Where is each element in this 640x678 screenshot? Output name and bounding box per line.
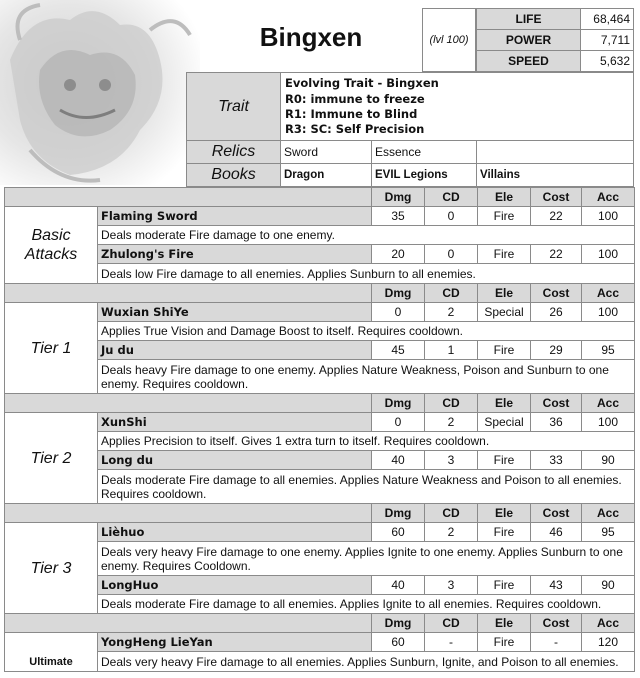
skill-ele: Fire — [477, 244, 531, 264]
column-header-dmg: Dmg — [371, 283, 425, 303]
column-header-cd: CD — [424, 187, 478, 207]
skill-cd: 0 — [424, 244, 478, 264]
skill-name: Ju du — [97, 340, 372, 360]
trait-label: Trait — [186, 72, 281, 141]
relic-2: Essence — [371, 140, 477, 164]
trait-r3: R3: SC: Self Precision — [285, 122, 425, 136]
skill-cd: - — [424, 632, 478, 652]
hero-level: (lvl 100) — [422, 8, 476, 72]
stat-value-speed: 5,632 — [580, 50, 634, 72]
skill-cd: 0 — [424, 206, 478, 226]
skill-dmg: 40 — [371, 450, 425, 470]
dragon-hero-portrait-icon — [0, 0, 200, 185]
skill-description: Deals moderate Fire damage to all enemies. Applies Ignite to all enemies. Requires cooldown. — [97, 594, 635, 614]
skill-dmg: 60 — [371, 522, 425, 542]
skill-description: Deals very heavy Fire damage to one enemy. Applies Ignite to one enemy. Applies Sunburn to one enemy. Requires Cooldown. — [97, 541, 635, 576]
skill-ele: Fire — [477, 632, 531, 652]
skill-description: Applies Precision to itself. Gives 1 extra turn to itself. Requires cooldown. — [97, 431, 635, 451]
skill-ele: Special — [477, 412, 531, 432]
skill-cd: 1 — [424, 340, 478, 360]
skill-acc: 100 — [581, 244, 635, 264]
section-header-blank — [4, 187, 372, 207]
relics-label: Relics — [186, 140, 281, 164]
column-header-cd: CD — [424, 613, 478, 633]
skill-acc: 100 — [581, 206, 635, 226]
skill-cost: 33 — [530, 450, 582, 470]
section-header-blank — [4, 283, 372, 303]
skill-ele: Fire — [477, 575, 531, 595]
column-header-dmg: Dmg — [371, 503, 425, 523]
trait-title: Evolving Trait - Bingxen — [285, 76, 439, 90]
skill-dmg: 35 — [371, 206, 425, 226]
hero-name: Bingxen — [259, 22, 363, 52]
skill-cd: 3 — [424, 575, 478, 595]
stat-value-power: 7,711 — [580, 29, 634, 51]
skill-cd: 2 — [424, 302, 478, 322]
trait-box — [280, 72, 634, 141]
skill-name: Long du — [97, 450, 372, 470]
skill-acc: 90 — [581, 575, 635, 595]
tier-label: Tier 1 — [4, 302, 98, 394]
skill-cost: 26 — [530, 302, 582, 322]
column-header-dmg: Dmg — [371, 613, 425, 633]
skill-cost: 36 — [530, 412, 582, 432]
column-header-ele: Ele — [477, 613, 531, 633]
section-header-blank — [4, 503, 372, 523]
skill-cost: 22 — [530, 206, 582, 226]
column-header-acc: Acc — [581, 613, 635, 633]
column-header-acc: Acc — [581, 187, 635, 207]
book-3: Villains — [476, 163, 634, 187]
trait-r1: R1: Immune to Blind — [285, 107, 418, 121]
section-header-blank — [4, 613, 372, 633]
tier-label: Tier 3 — [4, 522, 98, 614]
column-header-ele: Ele — [477, 283, 531, 303]
skill-dmg: 40 — [371, 575, 425, 595]
skill-description: Deals low Fire damage to all enemies. Applies Sunburn to all enemies. — [97, 263, 635, 284]
section-header-blank — [4, 393, 372, 413]
column-header-ele: Ele — [477, 503, 531, 523]
stat-label-speed: SPEED — [476, 50, 581, 72]
column-header-cost: Cost — [530, 187, 582, 207]
book-2: EVIL Legions — [371, 163, 477, 187]
skill-dmg: 0 — [371, 412, 425, 432]
skill-cd: 2 — [424, 412, 478, 432]
skill-dmg: 60 — [371, 632, 425, 652]
skill-acc: 90 — [581, 450, 635, 470]
book-1: Dragon — [280, 163, 372, 187]
skill-dmg: 20 — [371, 244, 425, 264]
column-header-cd: CD — [424, 393, 478, 413]
relic-1: Sword — [280, 140, 372, 164]
column-header-ele: Ele — [477, 393, 531, 413]
tier-label: Basic Attacks — [4, 206, 98, 284]
column-header-cost: Cost — [530, 283, 582, 303]
column-header-cost: Cost — [530, 613, 582, 633]
hero-portrait — [0, 0, 200, 185]
skill-acc: 95 — [581, 340, 635, 360]
stat-label-life: LIFE — [476, 8, 581, 30]
skill-cd: 3 — [424, 450, 478, 470]
skill-name: XunShi — [97, 412, 372, 432]
column-header-acc: Acc — [581, 393, 635, 413]
skill-description: Deals heavy Fire damage to one enemy. Applies Nature Weakness, Poison and Sunburn to one enemy. Requires cooldown. — [97, 359, 635, 394]
skill-name: Lièhuo — [97, 522, 372, 542]
relic-3 — [476, 140, 634, 164]
skill-acc: 120 — [581, 632, 635, 652]
tier-label: Ultimate — [4, 632, 98, 672]
skill-ele: Fire — [477, 522, 531, 542]
skill-acc: 95 — [581, 522, 635, 542]
skill-description: Deals moderate Fire damage to one enemy. — [97, 225, 635, 245]
column-header-acc: Acc — [581, 283, 635, 303]
skill-acc: 100 — [581, 412, 635, 432]
skill-acc: 100 — [581, 302, 635, 322]
stat-label-power: POWER — [476, 29, 581, 51]
tier-label: Tier 2 — [4, 412, 98, 504]
skill-cost: - — [530, 632, 582, 652]
trait-r0: R0: immune to freeze — [285, 92, 425, 106]
skill-name: LongHuo — [97, 575, 372, 595]
skill-ele: Special — [477, 302, 531, 322]
skill-cost: 43 — [530, 575, 582, 595]
column-header-dmg: Dmg — [371, 187, 425, 207]
column-header-cost: Cost — [530, 393, 582, 413]
skill-name: Zhulong's Fire — [97, 244, 372, 264]
column-header-cost: Cost — [530, 503, 582, 523]
skill-ele: Fire — [477, 206, 531, 226]
skill-dmg: 0 — [371, 302, 425, 322]
stat-value-life: 68,464 — [580, 8, 634, 30]
skill-name: Flaming Sword — [97, 206, 372, 226]
skill-description: Deals very heavy Fire damage to all enemies. Applies Sunburn, Ignite, and Poison to all enemies. — [97, 651, 635, 672]
skill-cd: 2 — [424, 522, 478, 542]
column-header-acc: Acc — [581, 503, 635, 523]
skill-cost: 29 — [530, 340, 582, 360]
skill-description: Applies True Vision and Damage Boost to itself. Requires cooldown. — [97, 321, 635, 341]
skill-description: Deals moderate Fire damage to all enemies. Applies Nature Weakness and Poison to all enemies. Requires cooldown. — [97, 469, 635, 504]
column-header-ele: Ele — [477, 187, 531, 207]
skill-cost: 22 — [530, 244, 582, 264]
skill-ele: Fire — [477, 340, 531, 360]
column-header-cd: CD — [424, 503, 478, 523]
column-header-dmg: Dmg — [371, 393, 425, 413]
column-header-cd: CD — [424, 283, 478, 303]
skill-name: YongHeng LieYan — [97, 632, 372, 652]
skill-ele: Fire — [477, 450, 531, 470]
skill-dmg: 45 — [371, 340, 425, 360]
skill-cost: 46 — [530, 522, 582, 542]
skill-name: Wuxian ShiYe — [97, 302, 372, 322]
books-label: Books — [186, 163, 281, 187]
